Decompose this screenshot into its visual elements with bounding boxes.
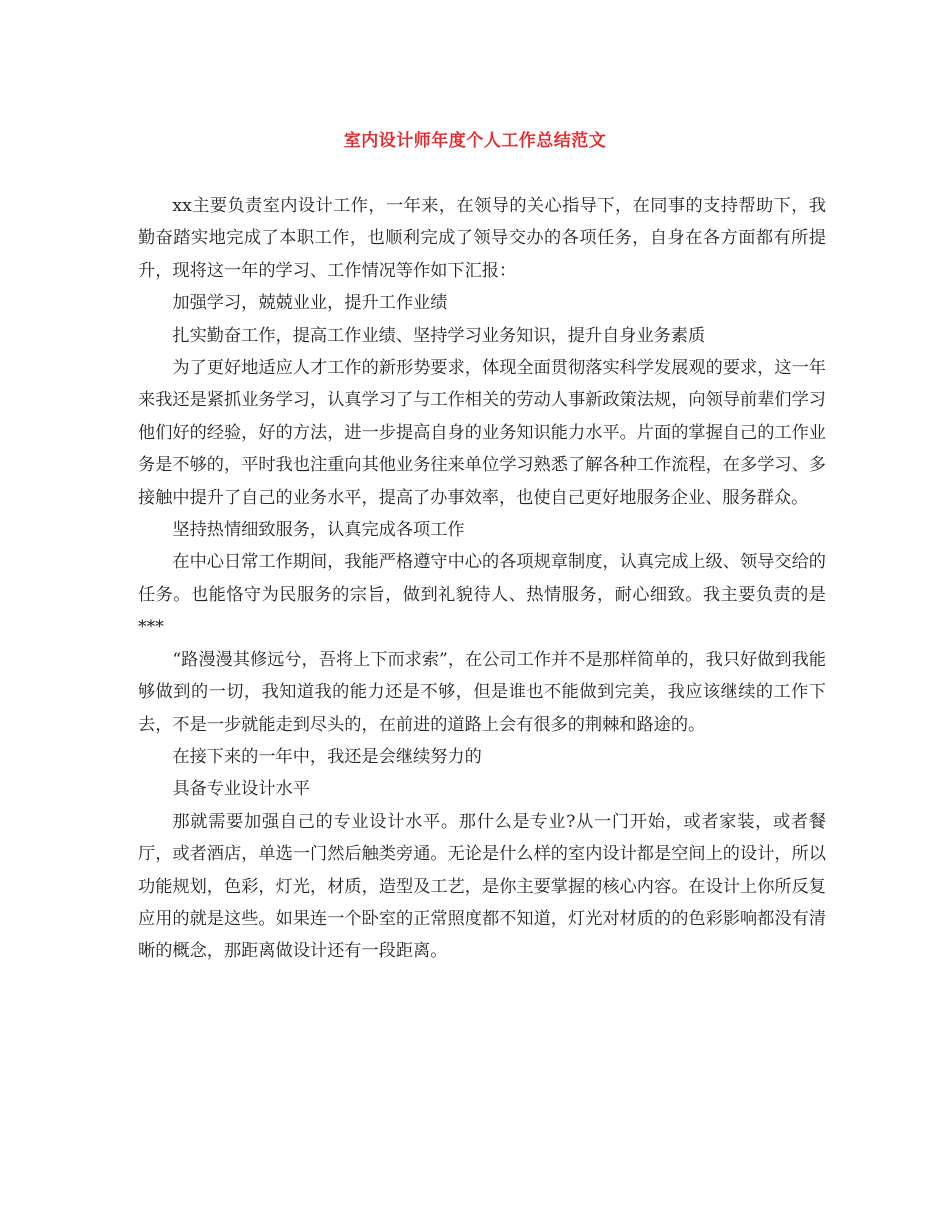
paragraph: xx主要负责室内设计工作，一年来，在领导的关心指导下，在同事的支持帮助下，我勤奋踏实地完成了本职工作，也顺利完成了领导交办的各项任务，自身在各方面都有所提升，现将这一年的学习、工作情况等作如下汇报： bbox=[138, 196, 826, 281]
document-title: 室内设计师年度个人工作总结范文 bbox=[343, 131, 607, 151]
section-heading: 坚持热情细致服务，认真完成各项工作 bbox=[172, 520, 465, 541]
paragraph: 为了更好地适应人才工作的新形势要求，体现全面贯彻落实科学发展观的要求，这一年来我还是紧抓业务学习，认真学习了与工作相关的劳动人事新政策法规，向领导前辈们学习他们好的经验，好的方法，进一步提高自身的业务知识能力水平。片面的掌握自己的工作业务是不够的，平时我也注重向其他业务往来单位学习熟悉了解各种工作流程，在多学习、多接触中提升了自己的业务水平，提高了办事效率，也使自己更好地服务企业、服务群众。 bbox=[138, 358, 826, 508]
section-heading: 加强学习，兢兢业业，提升工作业绩 bbox=[172, 293, 448, 314]
paragraph: 在中心日常工作期间，我能严格遵守中心的各项规章制度，认真完成上级、领导交给的任务。也能恪守为民服务的宗旨，做到礼貌待人、热情服务，耐心细致。我主要负责的是*** bbox=[138, 552, 826, 638]
section-heading: 具备专业设计水平 bbox=[172, 779, 310, 800]
document-body bbox=[138, 190, 826, 968]
paragraph: 在接下来的一年中，我还是会继续努力的 bbox=[172, 746, 482, 767]
section-heading: 扎实勤奋工作，提高工作业绩、坚持学习业务知识，提升自身业务素质 bbox=[172, 325, 706, 346]
paragraph: 那就需要加强自己的专业设计水平。那什么是专业?从一门开始，或者家装，或者餐厅，或者酒店，单选一门然后触类旁通。无论是什么样的室内设计都是空间上的设计，所以功能规划，色彩，灯光，材质，造型及工艺，是你主要掌握的核心内容。在设计上你所反复应用的就是这些。如果连一个卧室的正常照度都不知道，灯光对材质的的色彩影响都没有清晰的概念，那距离做设计还有一段距离。 bbox=[138, 811, 826, 962]
paragraph: “路漫漫其修远兮，吾将上下而求索”，在公司工作并不是那样简单的，我只好做到我能够做到的一切，我知道我的能力还是不够，但是谁也不能做到完美，我应该继续的工作下去，不是一步就能走到尽头的，在前进的道路上会有很多的荆棘和路途的。 bbox=[138, 649, 826, 735]
